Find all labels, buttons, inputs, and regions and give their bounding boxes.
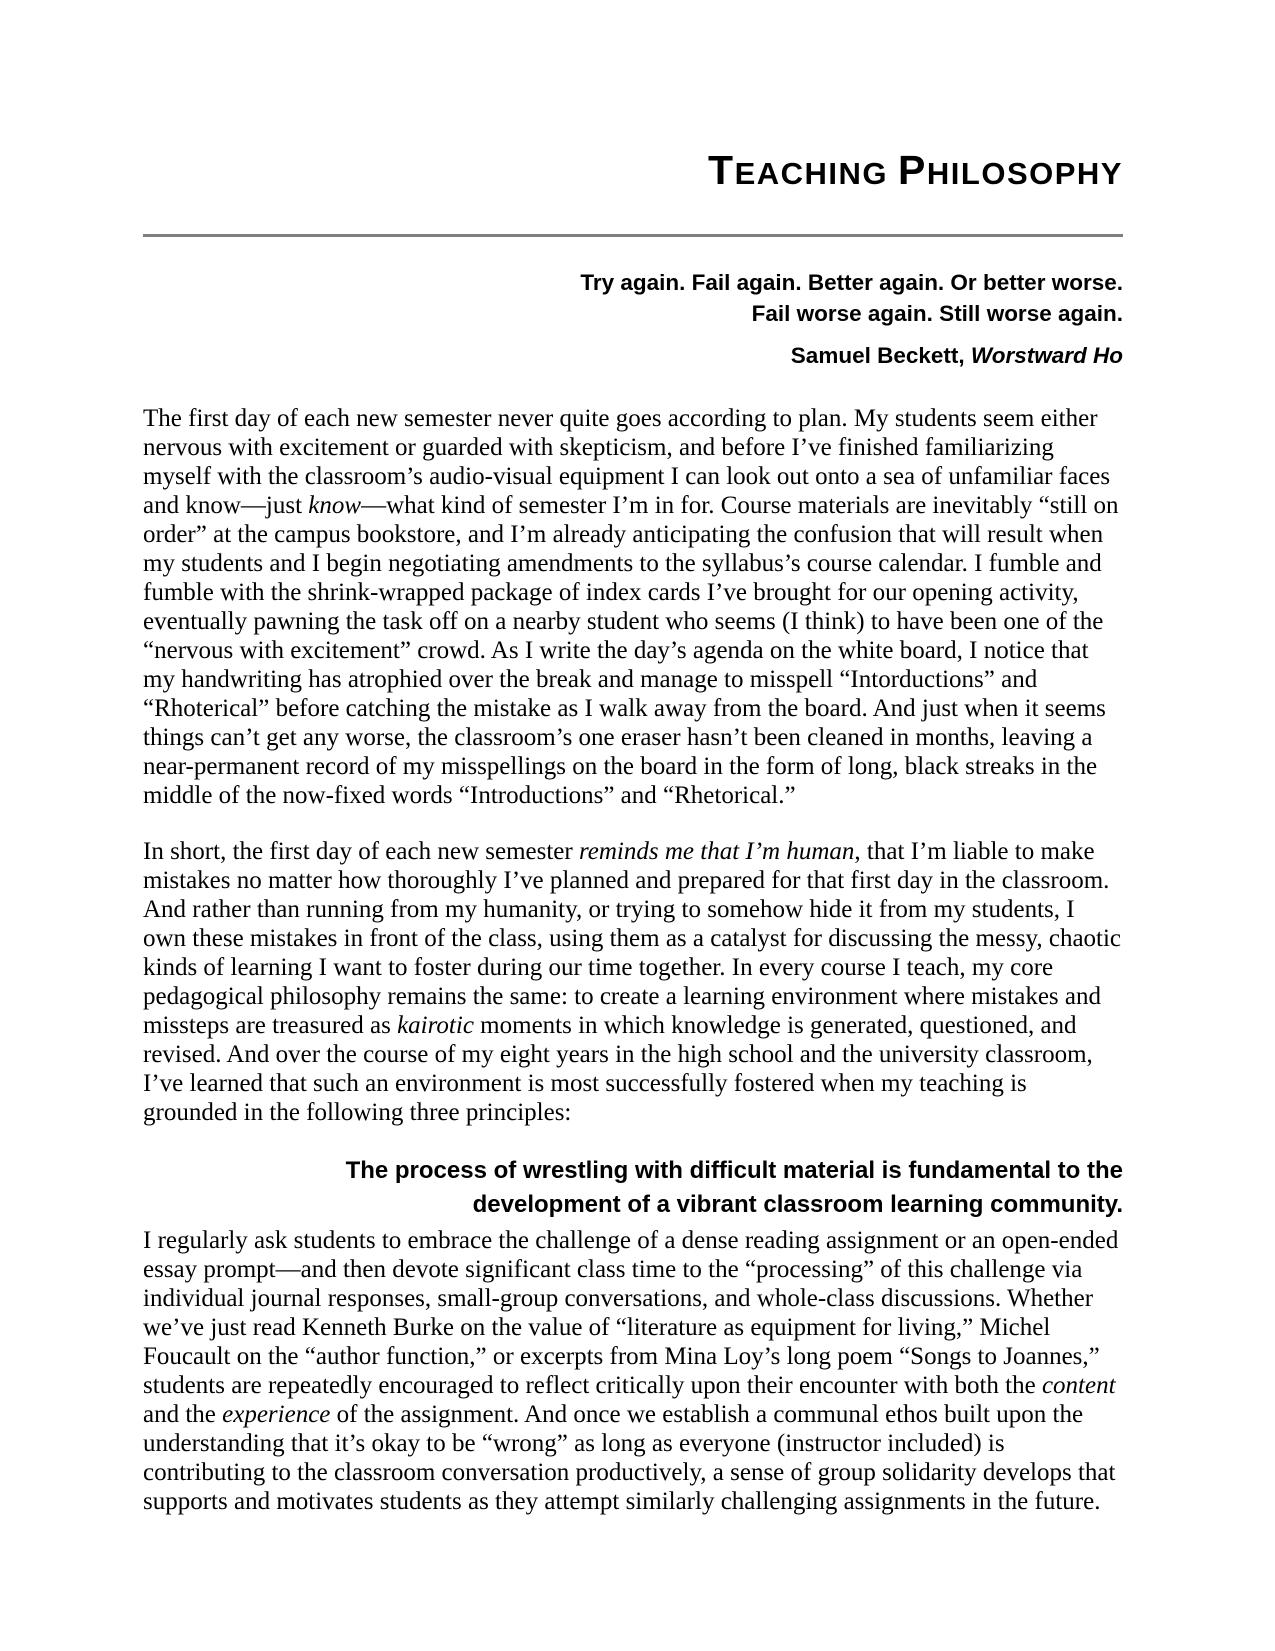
- epigraph-line-1: Try again. Fail again. Better again. Or better worse.: [580, 270, 1123, 295]
- document-content: [143, 0, 1123, 1516]
- paragraph-i-regularly: I regularly ask students to embrace the challenge of a dense reading assignment or an open-ended essay prompt—and then devote significant class time to the “processing” of this challenge via individual journal responses, small-group conversations, and whole-class discussions. Whether we’ve just read Kenneth Burke on the value of “literature as equipment for living,” Michel Foucault on the “author function,” or excerpts from Mina Loy’s long poem “Songs to Joannes,” students are repeatedly encouraged to reflect critically upon their encounter with both the content and the experience of the assignment. And once we establish a communal ethos built upon the understanding that it’s okay to be “wrong” as long as everyone (instructor included) is contributing to the classroom conversation productively, a sense of group solidarity develops that supports and motivates students as they attempt similarly challenging assignments in the future.: [143, 1227, 1119, 1515]
- epigraph-attribution: [143, 340, 1123, 371]
- epigraph: [143, 267, 1123, 329]
- epigraph-line-2: Fail worse again. Still worse again.: [751, 301, 1123, 326]
- title-word-philosophy: [898, 147, 1123, 193]
- attribution-work-title: Worstward Ho: [970, 343, 1123, 368]
- title-rest-hilosophy: HILOSOPHY: [926, 156, 1123, 191]
- title-initial-p: P: [898, 147, 927, 193]
- title-word-teaching: [708, 147, 889, 193]
- paragraph-in-short: In short, the first day of each new semester reminds me that I’m human, that I’m liable to make mistakes no matter how thoroughly I’ve planned and prepared for that first day in the classroom. And rather than running from my humanity, or trying to somehow hide it from my students, I own these mistakes in front of the class, using them as a catalyst for discussing the messy, chaotic kinds of learning I want to foster during our time together. In every course I teach, my core pedagogical philosophy remains the same: to create a learning environment where mistakes and missteps are treasured as kairotic moments in which knowledge is generated, questioned, and revised. And over the course of my eight years in the high school and the university classroom, I’ve learned that such an environment is most successfully fostered when my teaching is grounded in the following three principles:: [143, 838, 1122, 1126]
- attribution-author: Samuel Beckett,: [790, 343, 965, 368]
- horizontal-rule: [143, 234, 1123, 237]
- principle-heading-line-2: development of a vibrant classroom learning community.: [472, 1191, 1123, 1218]
- principle-heading-line-1: The process of wrestling with difficult material is fundamental to the: [345, 1157, 1123, 1184]
- paragraph-first-day: The first day of each new semester never quite goes according to plan. My students seem either nervous with excitement or guarded with skepticism, and before I’ve finished familiarizing myself with the classroom’s audio-visual equipment I can look out onto a sea of unfamiliar faces and know—just know—what kind of semester I’m in for. Course materials are inevitably “still on order” at the campus bookstore, and I’m already anticipating the confusion that will result when my students and I begin negotiating amendments to the syllabus’s course calendar. I fumble and fumble with the shrink-wrapped package of index cards I’ve brought for our opening activity, eventually pawning the task off on a nearby student who seems (I think) to have been one of the “nervous with excitement” crowd. As I write the day’s agenda on the white board, I notice that my handwriting has atrophied over the break and manage to misspell “Intorductions” and “Rhoterical” before catching the mistake as I walk away from the board. And just when it seems things can’t get any worse, the classroom’s one eraser hasn’t been cleaned in months, leaving a near-permanent record of my misspellings on the board in the form of long, black streaks in the middle of the now-fixed words “Introductions” and “Rhetorical.”: [143, 405, 1119, 809]
- title-rest-eaching: EACHING: [734, 156, 889, 191]
- title-initial-t: T: [708, 147, 735, 193]
- principle-heading: [143, 1154, 1123, 1222]
- document-title: [143, 0, 1123, 191]
